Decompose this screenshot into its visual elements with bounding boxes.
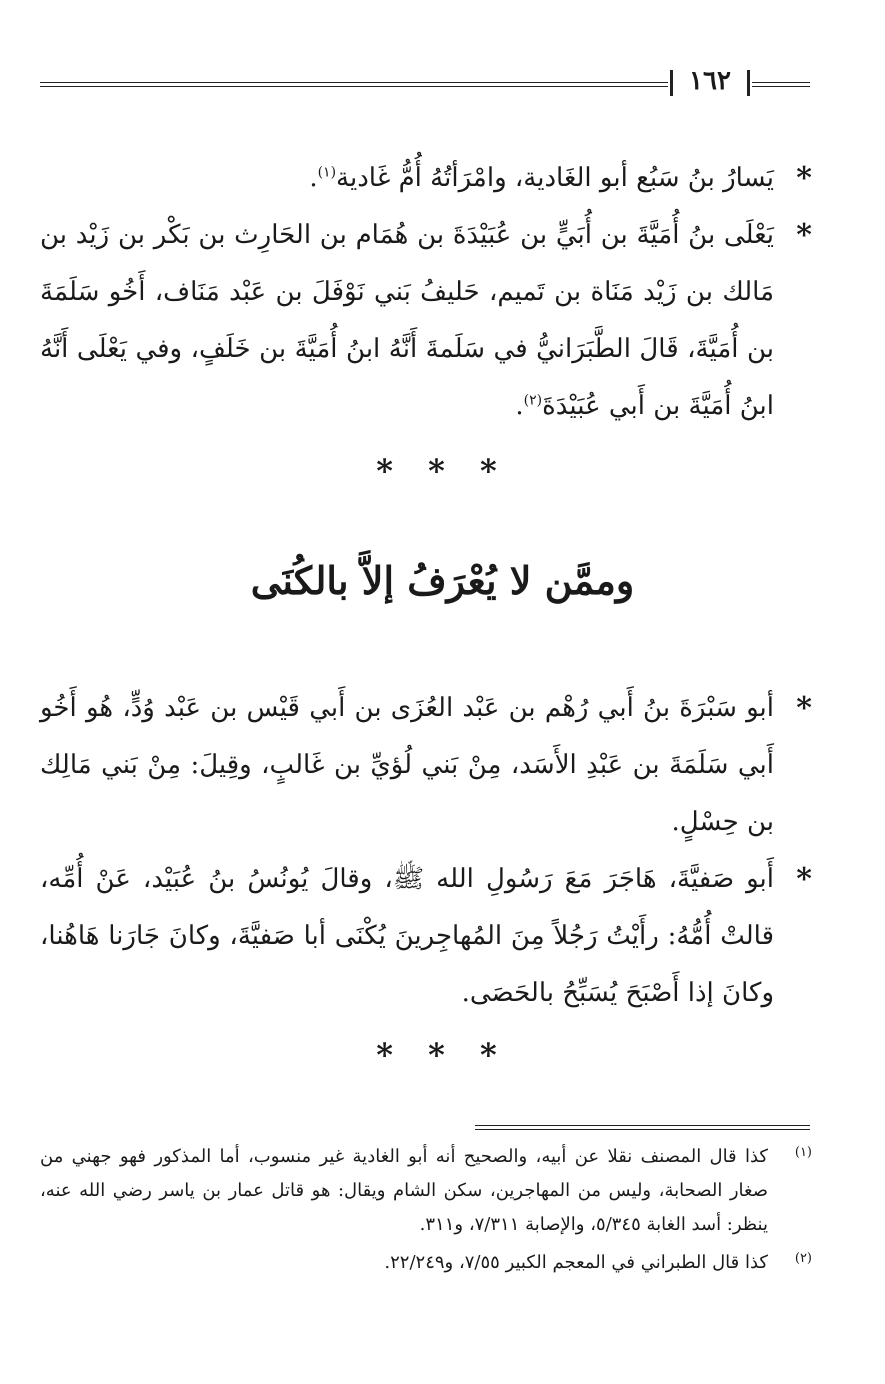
footnote-ref: (١) — [317, 164, 337, 181]
entry-text: أبو سَبْرَةَ بنُ أَبي رُهْم بن عَبْد العُزَى بن أَبي قَيْس بن عَبْد وُدٍّ، هُو أَخُو أَبي سَلَمَةَ بن عَبْدِ الأَسَد، مِنْ بَني لُؤيِّ بن غَالبٍ، وقِيلَ: مِنْ بَني مَالِك بن حِسْلٍ. — [40, 693, 774, 837]
entries-top — [40, 150, 812, 435]
entry-end: . — [309, 163, 318, 193]
footnote-2 — [40, 1246, 812, 1280]
header-divider-left — [670, 70, 673, 96]
page-number: ١٦٢ — [689, 66, 731, 96]
entry-yala — [40, 207, 812, 435]
entry-abu-safiyya — [40, 851, 812, 1022]
entries-bottom — [40, 680, 812, 1022]
entry-text: أَبو صَفيَّةَ، هَاجَرَ مَعَ رَسُولِ الله ﷺ، وقالَ يُونُسُ بنُ عُبَيْد، عَنْ أُمِّه، قالتْ أُمُّهُ: رأَيْتُ رَجُلاً مِنَ المُهاجِرينَ يُكْنَى أبا صَفيَّةَ، وكانَ جَارَنا هَاهُنا، وكانَ إذا أَصْبَحَ يُسَبِّحُ بالحَصَى. — [40, 864, 774, 1008]
footnote-mark: (٢) — [794, 1251, 812, 1266]
header-divider-right — [747, 70, 750, 96]
footnote-1 — [40, 1140, 812, 1242]
bullet-star-icon: * — [796, 691, 812, 726]
footnotes — [40, 1140, 812, 1284]
entry-text: يَعْلَى بنُ أُمَيَّةَ بن أُبَيٍّ بن عُبَيْدَةَ بن هُمَام بن الحَارِث بن بَكْر بن زَيْد بن مَالك بن زَيْد مَنَاة بن تَميم، حَليفُ بَني نَوْفَلَ بن عَبْد مَنَاف، أَخُو سَلَمَةَ بن أُمَيَّةَ، قَالَ الطَّبَرَانيُّ في سَلَمةَ أَنَّهُ ابنُ أُمَيَّةَ بن خَلَفٍ، وفي يَعْلَى أَنَّهُ ابنُ أُمَيَّةَ بن أَبي عُبَيْدَةَ — [40, 220, 774, 421]
footnote-ref: (٢) — [523, 392, 543, 409]
header-rule-left — [40, 82, 668, 87]
bullet-star-icon: * — [796, 218, 812, 253]
footnote-mark: (١) — [794, 1145, 812, 1160]
entry-yasar — [40, 150, 812, 207]
section-title: وممَّن لا يُعْرَفُ إلاَّ بالكُنَى — [250, 558, 635, 603]
entry-end: . — [515, 391, 524, 421]
page-header — [40, 66, 810, 102]
section-separator: * * * — [376, 452, 509, 490]
entry-abu-sabra — [40, 680, 812, 851]
entry-text: يَسارُ بنُ سَبُع أبو الغَادية، وامْرَأتُهُ أُمُّ غَادية — [336, 163, 774, 193]
section-separator-end: * * * — [376, 1036, 509, 1074]
footnote-text: كذا قال الطبراني في المعجم الكبير ٧/٥٥، و٢٢/٢٤٩. — [384, 1252, 768, 1273]
footnote-rule — [475, 1125, 810, 1130]
header-rule-right — [752, 82, 810, 87]
bullet-star-icon: * — [796, 161, 812, 196]
footnote-text: كذا قال المصنف نقلا عن أبيه، والصحيح أنه أبو الغادية غير منسوب، أما المذكور فهو جهني من صغار الصحابة، وليس من المهاجرين، سكن الشام ويقال: هو قاتل عمار بن ياسر رضي الله عنه، ينظر: أسد الغابة ٥/٣٤٥، والإصابة ٧/٣١١، و٣١١. — [40, 1146, 768, 1235]
bullet-star-icon: * — [796, 862, 812, 897]
